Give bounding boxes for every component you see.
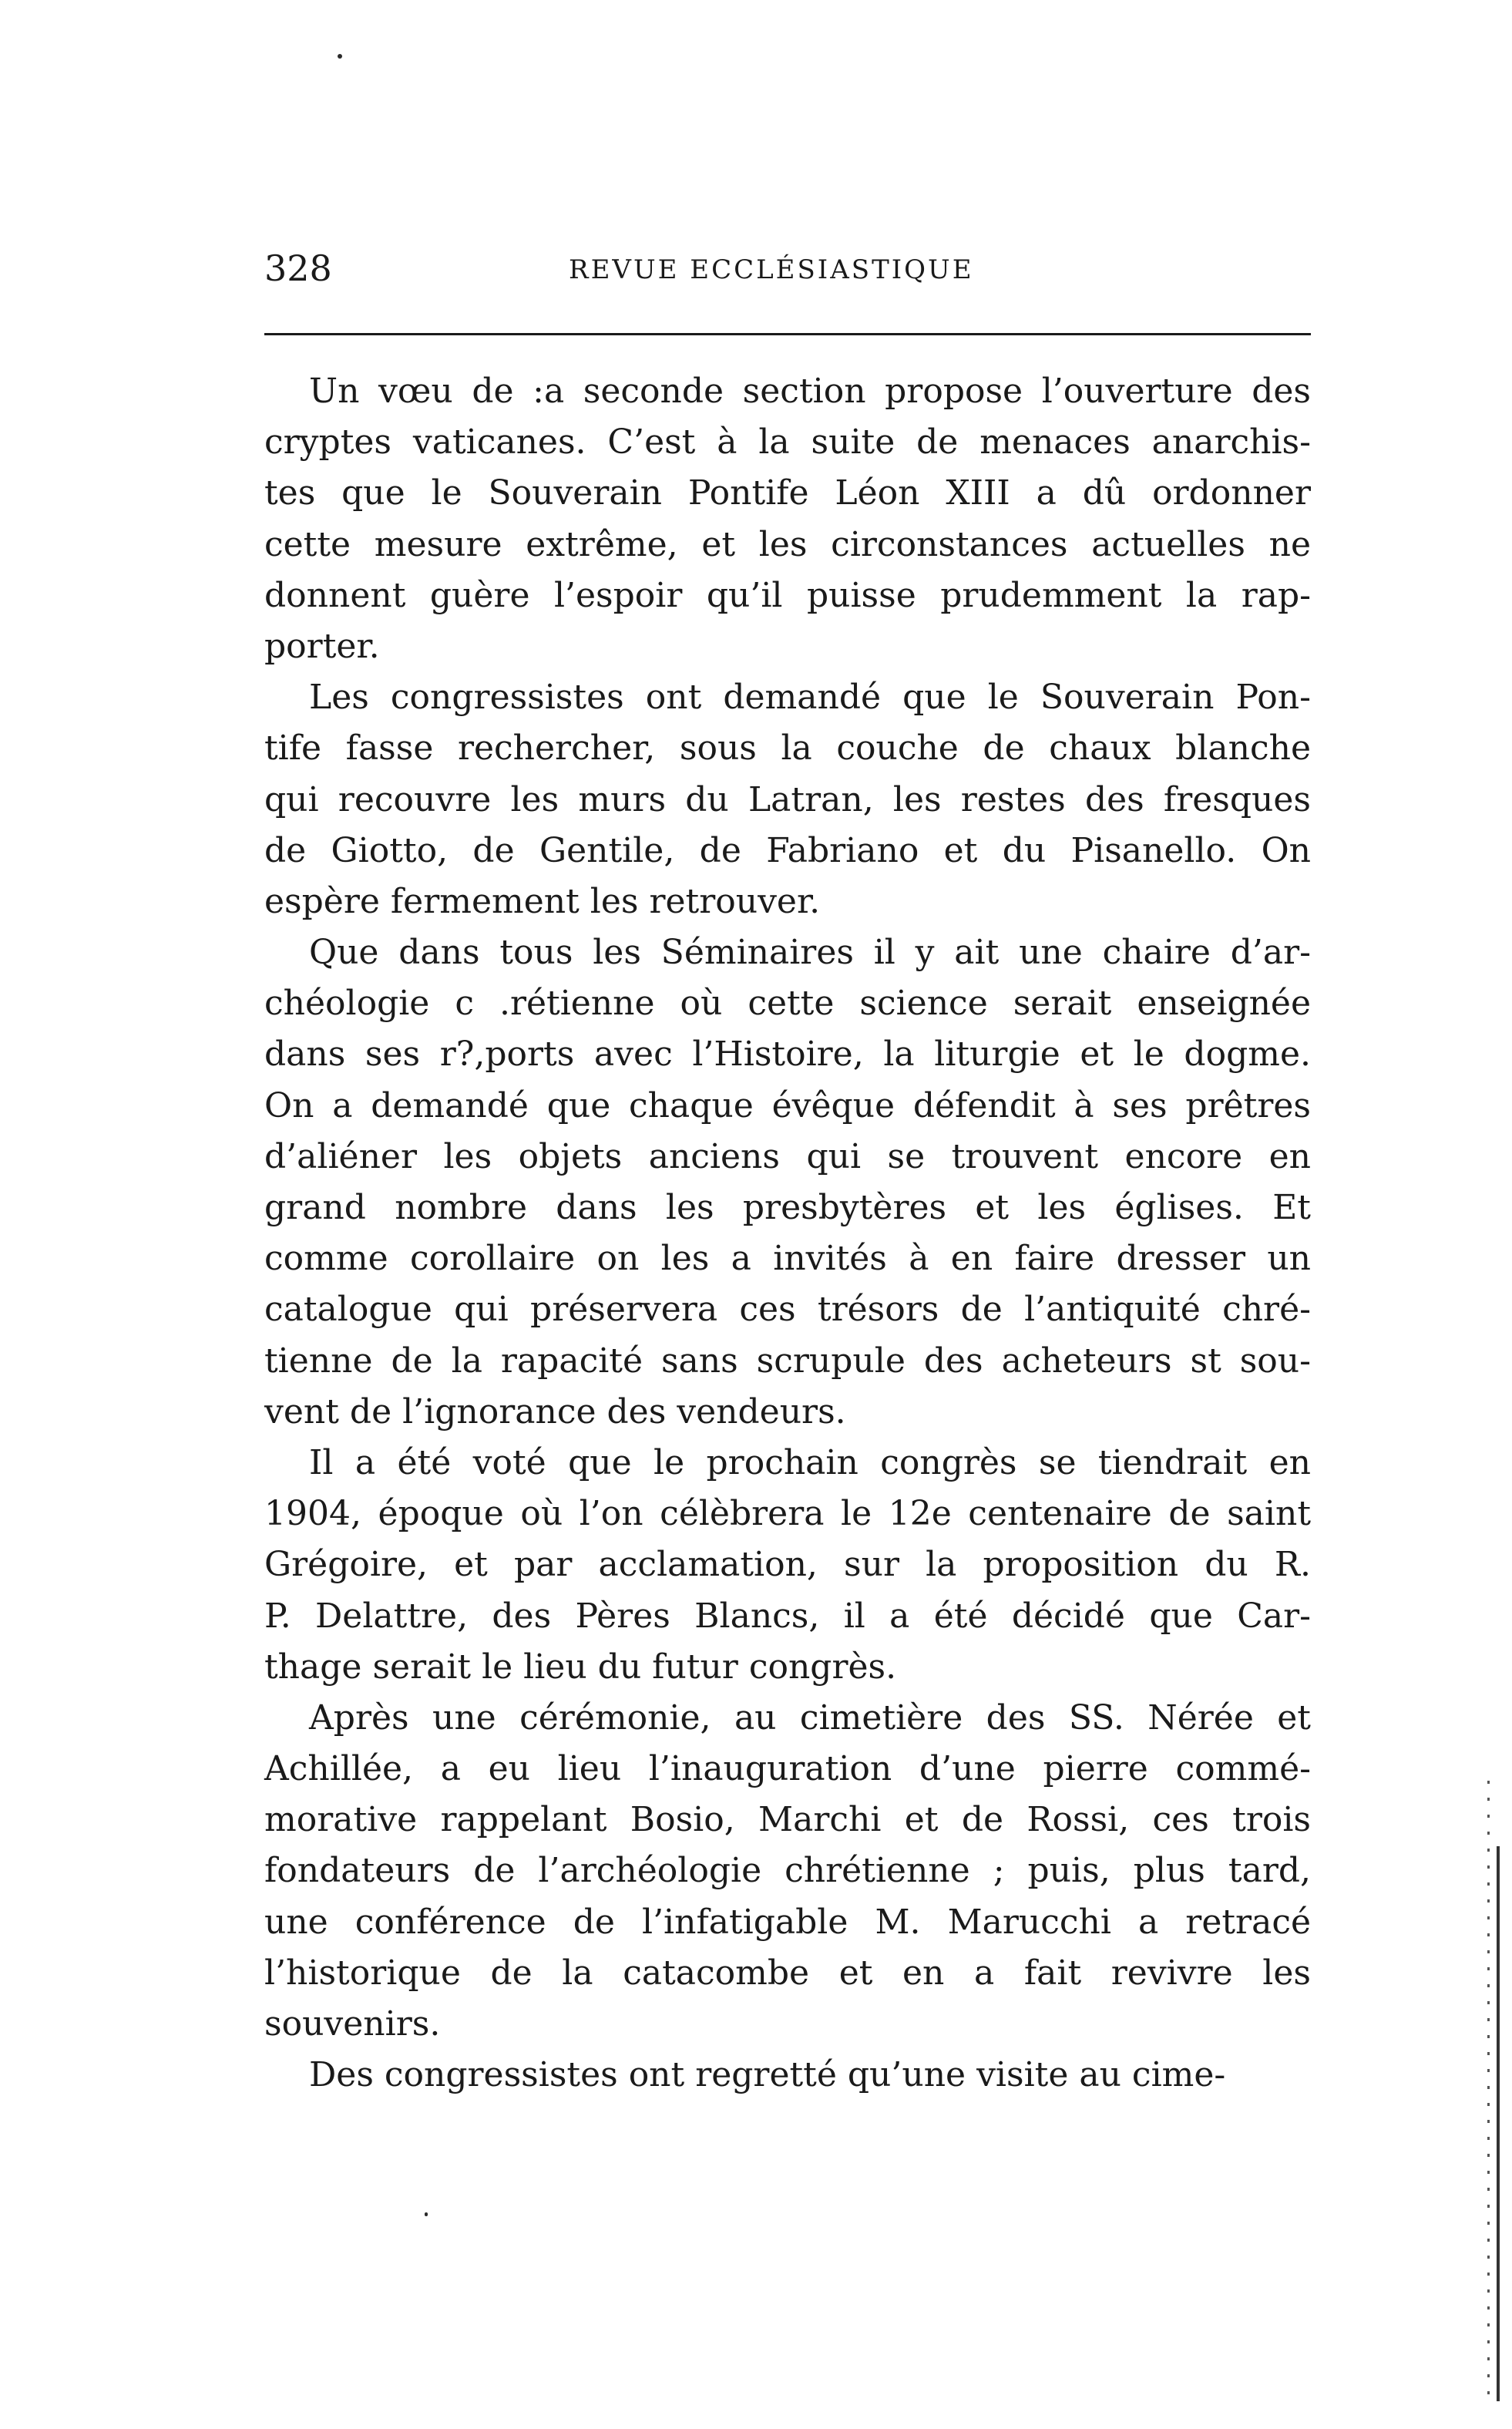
text-line: qui recouvre les murs du Latran, les restes des fresques — [264, 779, 1311, 819]
text-line: tienne de la rapacité sans scrupule des acheteurs st sou- — [264, 1341, 1311, 1381]
text-line: fondateurs de l’archéologie chrétienne ; puis, plus tard, — [264, 1851, 1311, 1891]
text-line: d’aliéner les objets anciens qui se trouvent encore en — [264, 1136, 1311, 1176]
text-line: de Giotto, de Gentile, de Fabriano et du Pisanello. On — [264, 830, 1311, 870]
text-line: tes que le Souverain Pontife Léon XIII a dû ordonner — [264, 473, 1311, 513]
text-line: souvenirs. — [264, 2004, 441, 2044]
page-number: 328 — [264, 247, 332, 289]
text-line: P. Delattre, des Pères Blancs, il a été décidé que Car- — [264, 1596, 1311, 1636]
text-line: Il a été voté que le prochain congrès se tiendrait en — [309, 1442, 1311, 1482]
text-line: tife fasse rechercher, sous la couche de chaux blanche — [264, 728, 1311, 769]
text-line: thage serait le lieu du futur congrès. — [264, 1647, 897, 1687]
text-line: catalogue qui préservera ces trésors de l’antiquité chré- — [264, 1290, 1311, 1330]
text-line: chéologie c .rétienne où cette science serait enseignée — [264, 984, 1311, 1024]
running-title: REVUE ECCLÉSIASTIQUE — [569, 254, 974, 285]
text-line: 1904, époque où l’on célèbrera le 12e centenaire de saint — [264, 1494, 1311, 1534]
text-line: vent de l’ignorance des vendeurs. — [264, 1391, 846, 1431]
header-rule — [264, 333, 1311, 335]
text-line: donnent guère l’espoir qu’il puisse prudemment la rap- — [264, 575, 1311, 615]
text-line: cette mesure extrême, et les circonstances actuelles ne — [264, 524, 1311, 564]
text-line: On a demandé que chaque évêque défendit à ses prêtres — [264, 1085, 1311, 1125]
text-line: Que dans tous les Séminaires il y ait une chaire d’ar- — [309, 933, 1311, 973]
text-line: Grégoire, et par acclamation, sur la proposition du R. — [264, 1545, 1311, 1585]
page-header — [264, 245, 1311, 291]
text-line: Un vœu de :a seconde section propose l’ouverture des — [309, 372, 1311, 411]
text-line: comme corollaire on les a invités à en faire dresser un — [264, 1239, 1311, 1279]
scan-edge-dots — [1487, 1781, 1490, 2397]
text-line: l’historique de la catacombe et en a fait revivre les — [264, 1953, 1311, 1993]
text-line: porter. — [264, 626, 380, 666]
text-line: Des congressistes ont regretté qu’une visite au cime- — [309, 2055, 1226, 2095]
text-line: morative rappelant Bosio, Marchi et de Rossi, ces trois — [264, 1800, 1311, 1840]
text-line: une conférence de l’infatigable M. Marucchi a retracé — [264, 1902, 1311, 1942]
text-line: grand nombre dans les presbytères et les églises. Et — [264, 1188, 1311, 1227]
text-line: Après une cérémonie, au cimetière des SS. Nérée et — [309, 1697, 1311, 1738]
ink-speck — [338, 54, 342, 59]
text-line: Les congressistes ont demandé que le Souverain Pon- — [309, 678, 1311, 718]
scan-edge-line — [1497, 1846, 1500, 2401]
text-line: espère fermement les retrouver. — [264, 881, 821, 921]
ink-speck — [425, 2212, 428, 2216]
body-text — [264, 366, 1311, 2101]
text-line: cryptes vaticanes. C’est à la suite de menaces anarchis- — [264, 422, 1311, 463]
text-line: dans ses r?,ports avec l’Histoire, la liturgie et le dogme. — [264, 1035, 1311, 1075]
text-line: Achillée, a eu lieu l’inauguration d’une pierre commé- — [264, 1749, 1311, 1789]
